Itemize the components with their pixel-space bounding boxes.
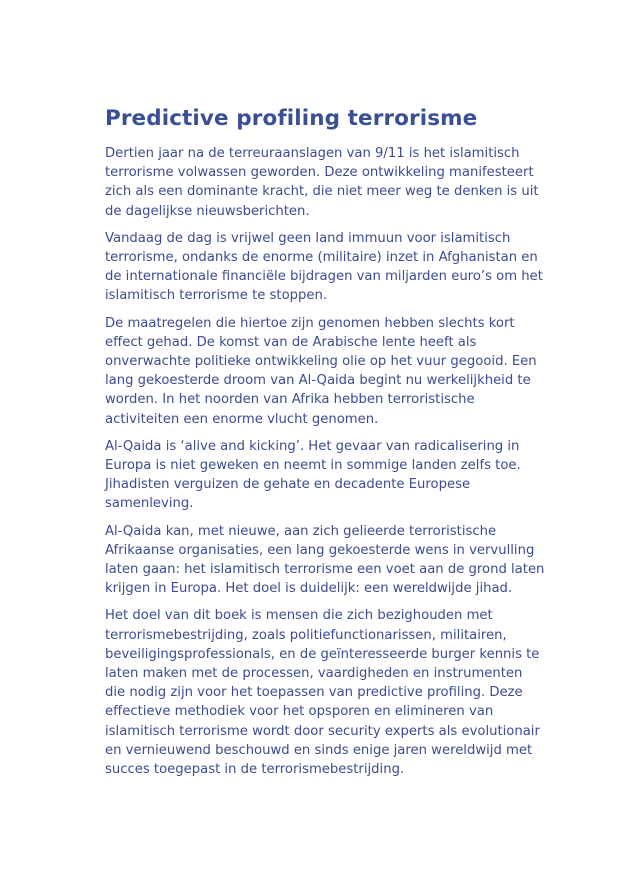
page-title: Predictive profiling terrorisme (105, 106, 478, 131)
paragraph-3: De maatregelen die hiertoe zijn genomen hebben slechts kort effect gehad. De komst van de Arabische lente heeft als onverwachte politieke ontwikkeling olie op het vuur gegooid. Een lang gekoesterde droom van Al-Qaida begint nu werkelijkheid te worden. In het noorden van Afrika hebben terroristische activiteiten een enorme vlucht genomen. (105, 315, 537, 427)
paragraph-5: Al-Qaida kan, met nieuwe, aan zich gelieerde terroristische Afrikaanse organisaties, een lang gekoesterde wens in vervulling laten gaan: het islamitisch terrorisme een voet aan de grond laten krijgen in Europa. Het doel is duidelijk: een wereldwijde jihad. (105, 523, 545, 597)
paragraph-2: Vandaag de dag is vrijwel geen land immuun voor islamitisch terrorisme, ondanks de enorme (militaire) inzet in Afghanistan en de internationale financiële bijdragen van miljarden euro’s om het islamitisch terrorisme te stoppen. (105, 230, 543, 304)
paragraph-6: Het doel van dit boek is mensen die zich bezighouden met terrorismebestrijding, zoals politiefunctionarissen, militairen, beveiligingsprofessionals, en de geïnteresseerde burger kennis te laten maken met de processen, vaardigheden en instrumenten die nodig zijn voor het toepassen van predictive profiling. Deze effectieve methodiek voor het opsporen en elimineren van islamitisch terrorisme wordt door security experts als evolutionair en vernieuwend beschouwd en sinds enige jaren wereldwijd met succes toegepast in de terrorismebestrijding. (105, 608, 540, 778)
paragraph-1: Dertien jaar na de terreuraanslagen van 9/11 is het islamitisch terrorisme volwassen geworden. Deze ontwikkeling manifesteert zich als een dominante kracht, die niet meer weg te denken is uit de dagelijkse nieuwsberichten. (105, 146, 539, 219)
paragraph-4: Al-Qaida is ‘alive and kicking’. Het gevaar van radicalisering in Europa is niet geweken en neemt in sommige landen zelfs toe. Jihadisten verguizen de gehate en decadente Europese samenleving. (105, 438, 521, 512)
document-body (105, 104, 545, 787)
